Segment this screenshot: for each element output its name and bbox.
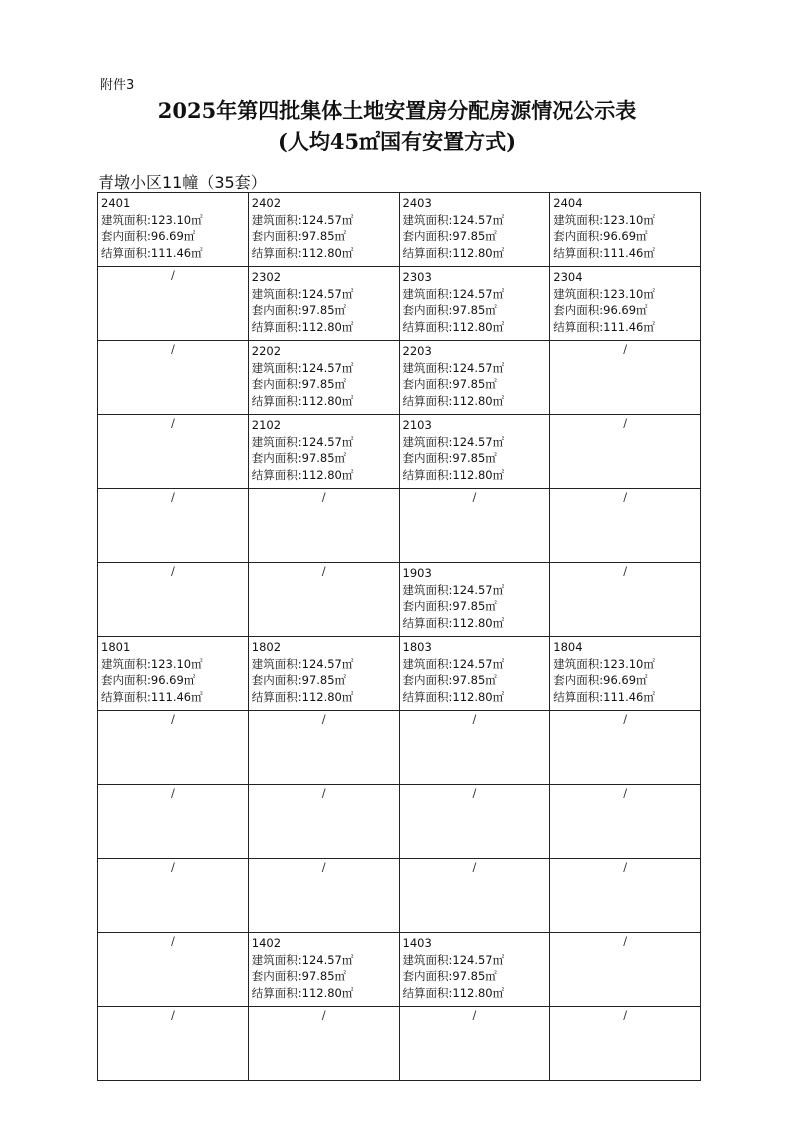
empty-cell [98, 859, 249, 933]
empty-cell [399, 785, 550, 859]
inner-area: 套内面积:96.69㎡ [101, 229, 196, 243]
unit-info [249, 193, 399, 261]
table-row [98, 785, 701, 859]
empty-cell [550, 415, 701, 489]
table-row [98, 711, 701, 785]
empty-mark: / [170, 1008, 175, 1022]
inner-area: 套内面积:97.85㎡ [251, 229, 347, 243]
empty-mark: / [623, 934, 628, 948]
page-subtitle: (人均45㎡国有安置方式) [277, 129, 517, 154]
settle-area: 结算面积:111.46㎡ [553, 319, 655, 334]
inner-area: 套内面积:97.85㎡ [402, 969, 497, 983]
build-area: 建筑面积:123.10㎡ [553, 286, 655, 301]
settle-area: 结算面积:112.80㎡ [251, 393, 354, 408]
unit-info [98, 637, 248, 705]
empty-mark: / [170, 712, 175, 726]
empty-mark: / [170, 860, 175, 874]
unit-number: 1802 [251, 640, 282, 654]
unit-number: 2203 [402, 344, 432, 358]
empty-mark: / [170, 934, 175, 948]
empty-cell [248, 785, 399, 859]
housing-table-body [98, 193, 701, 1081]
unit-cell [399, 415, 550, 489]
table-row [98, 489, 701, 563]
empty-cell [550, 563, 701, 637]
table-row [98, 933, 701, 1007]
build-area: 建筑面积:124.57㎡ [402, 286, 505, 301]
unit-info [400, 415, 550, 483]
settle-area: 结算面积:112.80㎡ [402, 689, 505, 704]
unit-cell [248, 637, 399, 711]
unit-info [249, 341, 399, 409]
empty-mark: / [623, 416, 628, 430]
empty-mark: / [170, 268, 175, 282]
inner-area: 套内面积:97.85㎡ [251, 303, 347, 317]
unit-number: 2103 [402, 418, 432, 432]
unit-cell [248, 341, 399, 415]
unit-cell [399, 267, 550, 341]
table-row [98, 637, 701, 711]
build-area: 建筑面积:124.57㎡ [251, 656, 354, 671]
empty-cell [550, 785, 701, 859]
empty-mark: / [321, 490, 326, 504]
unit-number: 1402 [251, 936, 282, 950]
settle-area: 结算面积:112.80㎡ [402, 245, 505, 260]
build-area: 建筑面积:123.10㎡ [553, 656, 655, 671]
empty-mark: / [170, 416, 175, 430]
inner-area: 套内面积:97.85㎡ [251, 969, 347, 983]
unit-number: 1903 [402, 566, 432, 580]
inner-area: 套内面积:96.69㎡ [553, 229, 648, 243]
unit-cell [550, 193, 701, 267]
empty-cell [550, 711, 701, 785]
empty-mark: / [170, 564, 175, 578]
unit-number: 2202 [251, 344, 282, 358]
build-area: 建筑面积:124.57㎡ [251, 952, 354, 967]
empty-mark: / [472, 860, 477, 874]
empty-mark: / [623, 786, 628, 800]
empty-cell [98, 1007, 249, 1081]
inner-area: 套内面积:97.85㎡ [402, 599, 497, 613]
unit-number: 1403 [402, 936, 432, 950]
empty-mark: / [623, 1008, 628, 1022]
settle-area: 结算面积:111.46㎡ [553, 689, 655, 704]
unit-info [400, 637, 550, 705]
build-area: 建筑面积:124.57㎡ [251, 434, 354, 449]
unit-info [550, 267, 700, 335]
unit-cell [248, 933, 399, 1007]
build-area: 建筑面积:124.57㎡ [402, 656, 505, 671]
empty-cell [98, 489, 249, 563]
unit-number: 1804 [553, 640, 583, 654]
settle-area: 结算面积:112.80㎡ [402, 615, 505, 630]
unit-cell [399, 563, 550, 637]
settle-area: 结算面积:112.80㎡ [402, 319, 505, 334]
empty-mark: / [170, 490, 175, 504]
unit-number: 2403 [402, 196, 432, 210]
inner-area: 套内面积:97.85㎡ [402, 229, 497, 243]
unit-cell [550, 267, 701, 341]
build-area: 建筑面积:123.10㎡ [101, 656, 203, 671]
empty-mark: / [170, 342, 175, 356]
empty-cell [248, 859, 399, 933]
unit-cell [399, 341, 550, 415]
build-area: 建筑面积:124.57㎡ [402, 360, 505, 375]
unit-info [98, 193, 248, 261]
unit-number: 2302 [251, 270, 282, 284]
build-area: 建筑面积:124.57㎡ [251, 286, 354, 301]
settle-area: 结算面积:112.80㎡ [251, 319, 354, 334]
empty-cell [98, 341, 249, 415]
unit-number: 1803 [402, 640, 432, 654]
unit-cell [248, 267, 399, 341]
table-row [98, 563, 701, 637]
empty-mark: / [623, 490, 628, 504]
empty-cell [248, 1007, 399, 1081]
unit-cell [98, 637, 249, 711]
empty-cell [399, 859, 550, 933]
settle-area: 结算面积:112.80㎡ [402, 467, 505, 482]
empty-cell [98, 267, 249, 341]
inner-area: 套内面积:97.85㎡ [251, 451, 347, 465]
unit-cell [248, 415, 399, 489]
empty-cell [248, 489, 399, 563]
unit-number: 2401 [101, 196, 131, 210]
settle-area: 结算面积:112.80㎡ [251, 689, 354, 704]
settle-area: 结算面积:112.80㎡ [402, 985, 505, 1000]
inner-area: 套内面积:97.85㎡ [251, 377, 347, 391]
attachment-label: 附件3 [100, 78, 135, 93]
inner-area: 套内面积:96.69㎡ [101, 673, 196, 687]
inner-area: 套内面积:97.85㎡ [402, 673, 497, 687]
empty-cell [550, 1007, 701, 1081]
empty-cell [550, 341, 701, 415]
empty-cell [98, 415, 249, 489]
unit-info [249, 637, 399, 705]
empty-mark: / [472, 712, 477, 726]
unit-cell [98, 193, 249, 267]
table-row [98, 267, 701, 341]
empty-cell [98, 933, 249, 1007]
unit-info [249, 267, 399, 335]
settle-area: 结算面积:112.80㎡ [251, 985, 354, 1000]
unit-number: 2303 [402, 270, 432, 284]
empty-mark: / [472, 786, 477, 800]
empty-mark: / [623, 860, 628, 874]
table-row [98, 859, 701, 933]
empty-mark: / [623, 342, 628, 356]
empty-cell [399, 1007, 550, 1081]
empty-cell [98, 563, 249, 637]
unit-number: 2102 [251, 418, 282, 432]
unit-info [400, 193, 550, 261]
empty-cell [399, 489, 550, 563]
empty-cell [550, 489, 701, 563]
unit-cell [399, 193, 550, 267]
empty-cell [248, 711, 399, 785]
inner-area: 套内面积:96.69㎡ [553, 303, 648, 317]
unit-info [400, 341, 550, 409]
build-area: 建筑面积:123.10㎡ [553, 212, 655, 227]
empty-mark: / [321, 786, 326, 800]
inner-area: 套内面积:97.85㎡ [251, 673, 347, 687]
unit-cell [399, 933, 550, 1007]
unit-info [550, 637, 700, 705]
unit-info [400, 933, 550, 1001]
empty-cell [248, 563, 399, 637]
table-row [98, 341, 701, 415]
unit-number: 1801 [101, 640, 131, 654]
page-title: 2025年第四批集体土地安置房分配房源情况公示表 [157, 98, 637, 123]
settle-area: 结算面积:112.80㎡ [251, 245, 354, 260]
unit-info [400, 267, 550, 335]
build-area: 建筑面积:124.57㎡ [251, 212, 354, 227]
unit-cell [550, 637, 701, 711]
empty-cell [98, 785, 249, 859]
build-area: 建筑面积:124.57㎡ [402, 212, 505, 227]
empty-mark: / [321, 1008, 326, 1022]
table-row [98, 193, 701, 267]
build-area: 建筑面积:124.57㎡ [402, 582, 505, 597]
table-row [98, 415, 701, 489]
inner-area: 套内面积:97.85㎡ [402, 303, 497, 317]
build-area: 建筑面积:124.57㎡ [251, 360, 354, 375]
unit-cell [248, 193, 399, 267]
empty-mark: / [472, 1008, 477, 1022]
unit-number: 2402 [251, 196, 282, 210]
empty-cell [550, 933, 701, 1007]
empty-cell [98, 711, 249, 785]
empty-mark: / [321, 712, 326, 726]
table-row [98, 1007, 701, 1081]
housing-table [97, 192, 701, 1081]
empty-cell [550, 859, 701, 933]
unit-info [249, 415, 399, 483]
empty-mark: / [170, 786, 175, 800]
settle-area: 结算面积:111.46㎡ [101, 689, 203, 704]
unit-number: 2404 [553, 196, 583, 210]
empty-cell [399, 711, 550, 785]
empty-mark: / [472, 490, 477, 504]
unit-number: 2304 [553, 270, 583, 284]
empty-mark: / [321, 564, 326, 578]
unit-info [400, 563, 550, 631]
inner-area: 套内面积:97.85㎡ [402, 451, 497, 465]
unit-info [249, 933, 399, 1001]
settle-area: 结算面积:112.80㎡ [402, 393, 505, 408]
unit-info [550, 193, 700, 261]
unit-cell [399, 637, 550, 711]
empty-mark: / [623, 564, 628, 578]
empty-mark: / [623, 712, 628, 726]
empty-mark: / [321, 860, 326, 874]
inner-area: 套内面积:97.85㎡ [402, 377, 497, 391]
build-area: 建筑面积:123.10㎡ [101, 212, 203, 227]
inner-area: 套内面积:96.69㎡ [553, 673, 648, 687]
settle-area: 结算面积:112.80㎡ [251, 467, 354, 482]
settle-area: 结算面积:111.46㎡ [101, 245, 203, 260]
building-label: 青墩小区11幢（35套） [98, 173, 267, 192]
build-area: 建筑面积:124.57㎡ [402, 434, 505, 449]
settle-area: 结算面积:111.46㎡ [553, 245, 655, 260]
build-area: 建筑面积:124.57㎡ [402, 952, 505, 967]
